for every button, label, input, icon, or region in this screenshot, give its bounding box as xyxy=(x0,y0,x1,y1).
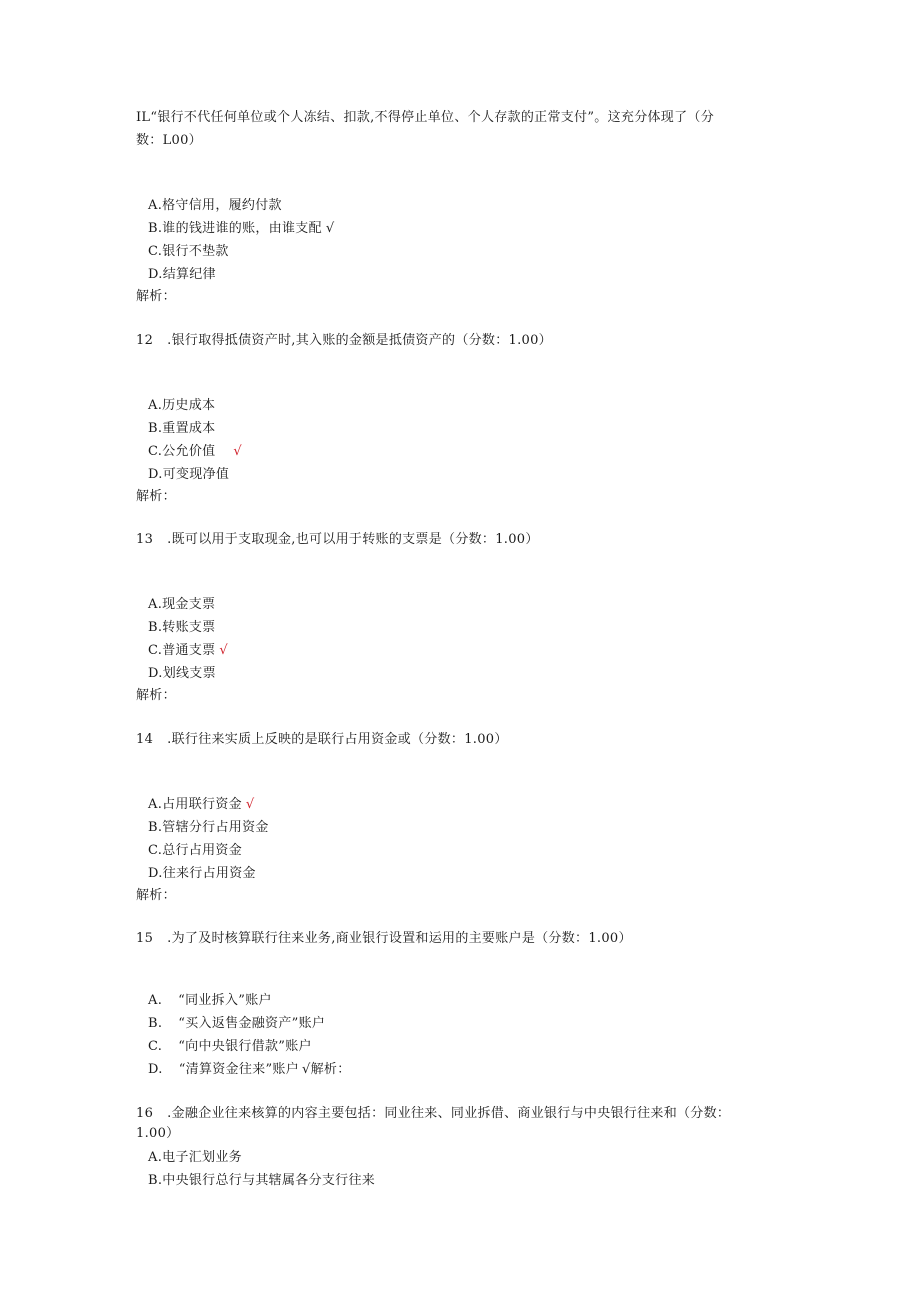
question-12-analysis: 解析： xyxy=(136,489,176,504)
question-11-analysis: 解析： xyxy=(136,289,176,304)
question-11-option-a: A.格守信用，履约付款 xyxy=(148,198,282,213)
question-12-stem-text: .银行取得抵债资产时,其入账的金额是抵债资产的（分数：1.00） xyxy=(167,333,552,348)
question-13-option-a: A.现金支票 xyxy=(148,597,216,612)
question-15-option-b: B. “买入返售金融资产”账户 xyxy=(148,1016,326,1031)
question-13-stem: 13 .既可以用于支取现金,也可以用于转账的支票是（分数：1.00） xyxy=(136,532,539,547)
question-14-stem: 14 .联行往来实质上反映的是联行占用资金或（分数：1.00） xyxy=(136,732,508,747)
correct-mark-icon: √ xyxy=(325,221,335,236)
question-12-option-d: D.可变现净值 xyxy=(148,467,230,482)
question-13-option-d: D.划线支票 xyxy=(148,666,216,681)
question-11-option-c: C.银行不垫款 xyxy=(148,244,229,259)
question-11-stem-line1: IL“银行不代任何单位或个人冻结、扣款,不得停止单位、个人存款的正常支付”。这充分体现了（分 xyxy=(136,110,714,125)
question-15-option-a: A. “同业拆入”账户 xyxy=(148,993,272,1008)
question-15-option-d: D. “清算资金往来”账户 √解析： xyxy=(148,1062,351,1077)
question-11-stem-line2: 数：L00） xyxy=(136,133,202,148)
question-16-stem-line1: 16 .金融企业往来核算的内容主要包括：同业往来、同业拆借、商业银行与中央银行往来和（分数： xyxy=(136,1106,731,1121)
question-14-analysis: 解析： xyxy=(136,888,176,903)
question-13-analysis: 解析： xyxy=(136,688,176,703)
correct-mark-icon: √ xyxy=(233,444,243,459)
question-14-option-d: D.往来行占用资金 xyxy=(148,866,256,881)
correct-mark-icon: √ xyxy=(245,797,255,812)
question-13-option-b: B.转账支票 xyxy=(148,620,216,635)
question-12-stem: 12 .银行取得抵债资产时,其入账的金额是抵债资产的（分数：1.00） xyxy=(136,333,552,348)
question-15-stem: 15 .为了及时核算联行往来业务,商业银行设置和运用的主要账户是（分数：1.00） xyxy=(136,931,632,946)
question-15-analysis: 解析： xyxy=(310,1062,351,1077)
question-16-option-a: A.电子汇划业务 xyxy=(148,1150,242,1165)
question-16-stem-line2: 1.00） xyxy=(136,1126,180,1141)
question-11-option-b: B.谁的钱进谁的账，由谁支配 √ xyxy=(148,221,335,236)
question-11-option-d: D.结算纪律 xyxy=(148,267,216,282)
question-12-option-b: B.重置成本 xyxy=(148,421,216,436)
correct-mark-icon: √ xyxy=(302,1062,311,1077)
question-14-option-c: C.总行占用资金 xyxy=(148,843,243,858)
correct-mark-icon: √ xyxy=(219,643,229,658)
question-13-option-c: C.普通支票 √ xyxy=(148,643,229,658)
question-14-option-b: B.管辖分行占用资金 xyxy=(148,820,269,835)
question-12-option-a: A.历史成本 xyxy=(148,398,216,413)
question-16-option-b: B.中央银行总行与其辖属各分支行往来 xyxy=(148,1173,376,1188)
question-12-option-c: C.公允价值 √ xyxy=(148,444,243,459)
question-14-option-a: A.占用联行资金 √ xyxy=(148,797,255,812)
question-15-option-c: C. “向中央银行借款”账户 xyxy=(148,1039,312,1054)
